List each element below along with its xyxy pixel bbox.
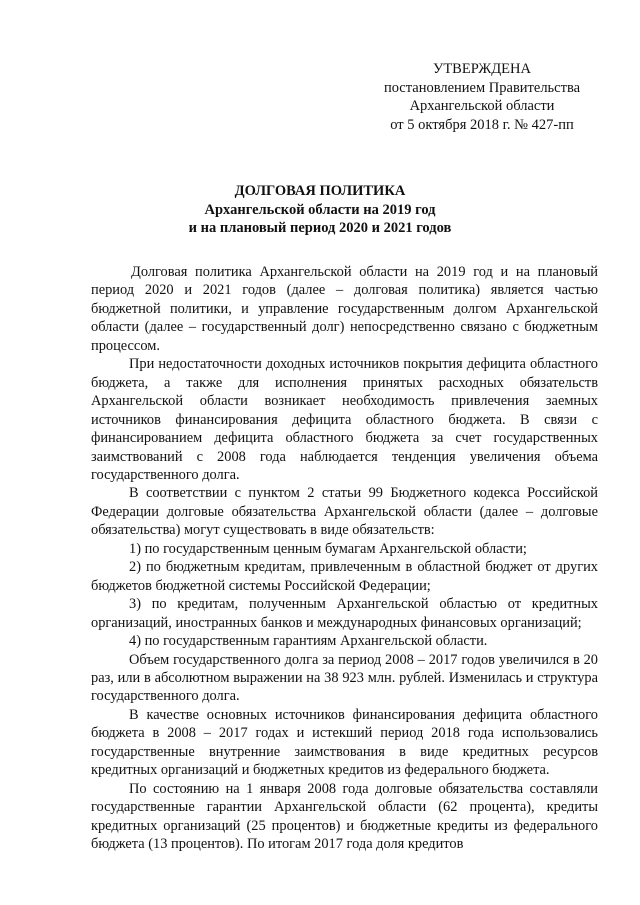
list-item: 4) по государственным гарантиям Архангельской области. [129, 633, 488, 650]
title-line: и на плановый период 2020 и 2021 годов [188, 220, 452, 236]
approval-line: Архангельской области [409, 98, 555, 114]
title-line: Архангельской области на 2019 год [204, 201, 436, 218]
document-body [91, 263, 598, 854]
paragraph: В соответствии с пунктом 2 статьи 99 Бюджетного кодекса Российской Федерации долговые обязательства Архангельской области (далее – долговые обязательства) могут существовать в виде обязательств: [91, 485, 598, 539]
document-title [0, 182, 640, 238]
paragraph: При недостаточности доходных источников покрытия дефицита областного бюджета, а также для исполнения принятых расходных обязательств Архангельской области возникает необходимость привлечения заемных источников финансирования дефицита областного бюджета. В связи с финансированием дефицита областного бюджета за счет государственных заимствований с 2008 года наблюдается тенденция увеличения объема государственного долга. [91, 356, 598, 483]
list-item: 1) по государственным ценным бумагам Архангельской области; [129, 540, 527, 557]
paragraph: Объем государственного долга за период 2008 – 2017 годов увеличился в 20 раз, или в абсолютном выражении на 38 923 млн. рублей. Изменилась и структура государственного долга. [91, 651, 598, 705]
list-item: 2) по бюджетным кредитам, привлеченным в областной бюджет от других бюджетов бюджетной системы Российской Федерации; [91, 559, 598, 594]
list-item: 3) по кредитам, полученным Архангельской областью от кредитных организаций, иностранных банков и международных финансовых организаций; [91, 596, 598, 631]
paragraph: В качестве основных источников финансирования дефицита областного бюджета в 2008 – 2017 годах и истекший период 2018 года использовались государственные внутренние заимствования в виде кредитных ресурсов кредитных организаций и бюджетных кредитов из федерального бюджета. [91, 706, 598, 779]
paragraph: По состоянию на 1 января 2008 года долговые обязательства составляли государственные гарантии Архангельской области (62 процента), кредиты кредитных организаций (25 процентов) и бюджетные кредиты из федерального бюджета (13 процентов). По итогам 2017 года доля кредитов [91, 780, 598, 853]
approval-date-number: от 5 октября 2018 г. № 427-пп [390, 116, 574, 133]
title-line: ДОЛГОВАЯ ПОЛИТИКА [234, 183, 406, 199]
approval-heading: УТВЕРЖДЕНА [433, 61, 531, 77]
approval-line: постановлением Правительства [383, 79, 581, 96]
approval-stamp [372, 60, 592, 134]
paragraph: Долговая политика Архангельской области на 2019 год и на плановый период 2020 и 2021 годов (далее – долговая политика) является частью бюджетной политики, и управление государственным долгом Архангельской области (далее – государственный долг) непосредственно связано с бюджетным процессом. [91, 264, 598, 354]
